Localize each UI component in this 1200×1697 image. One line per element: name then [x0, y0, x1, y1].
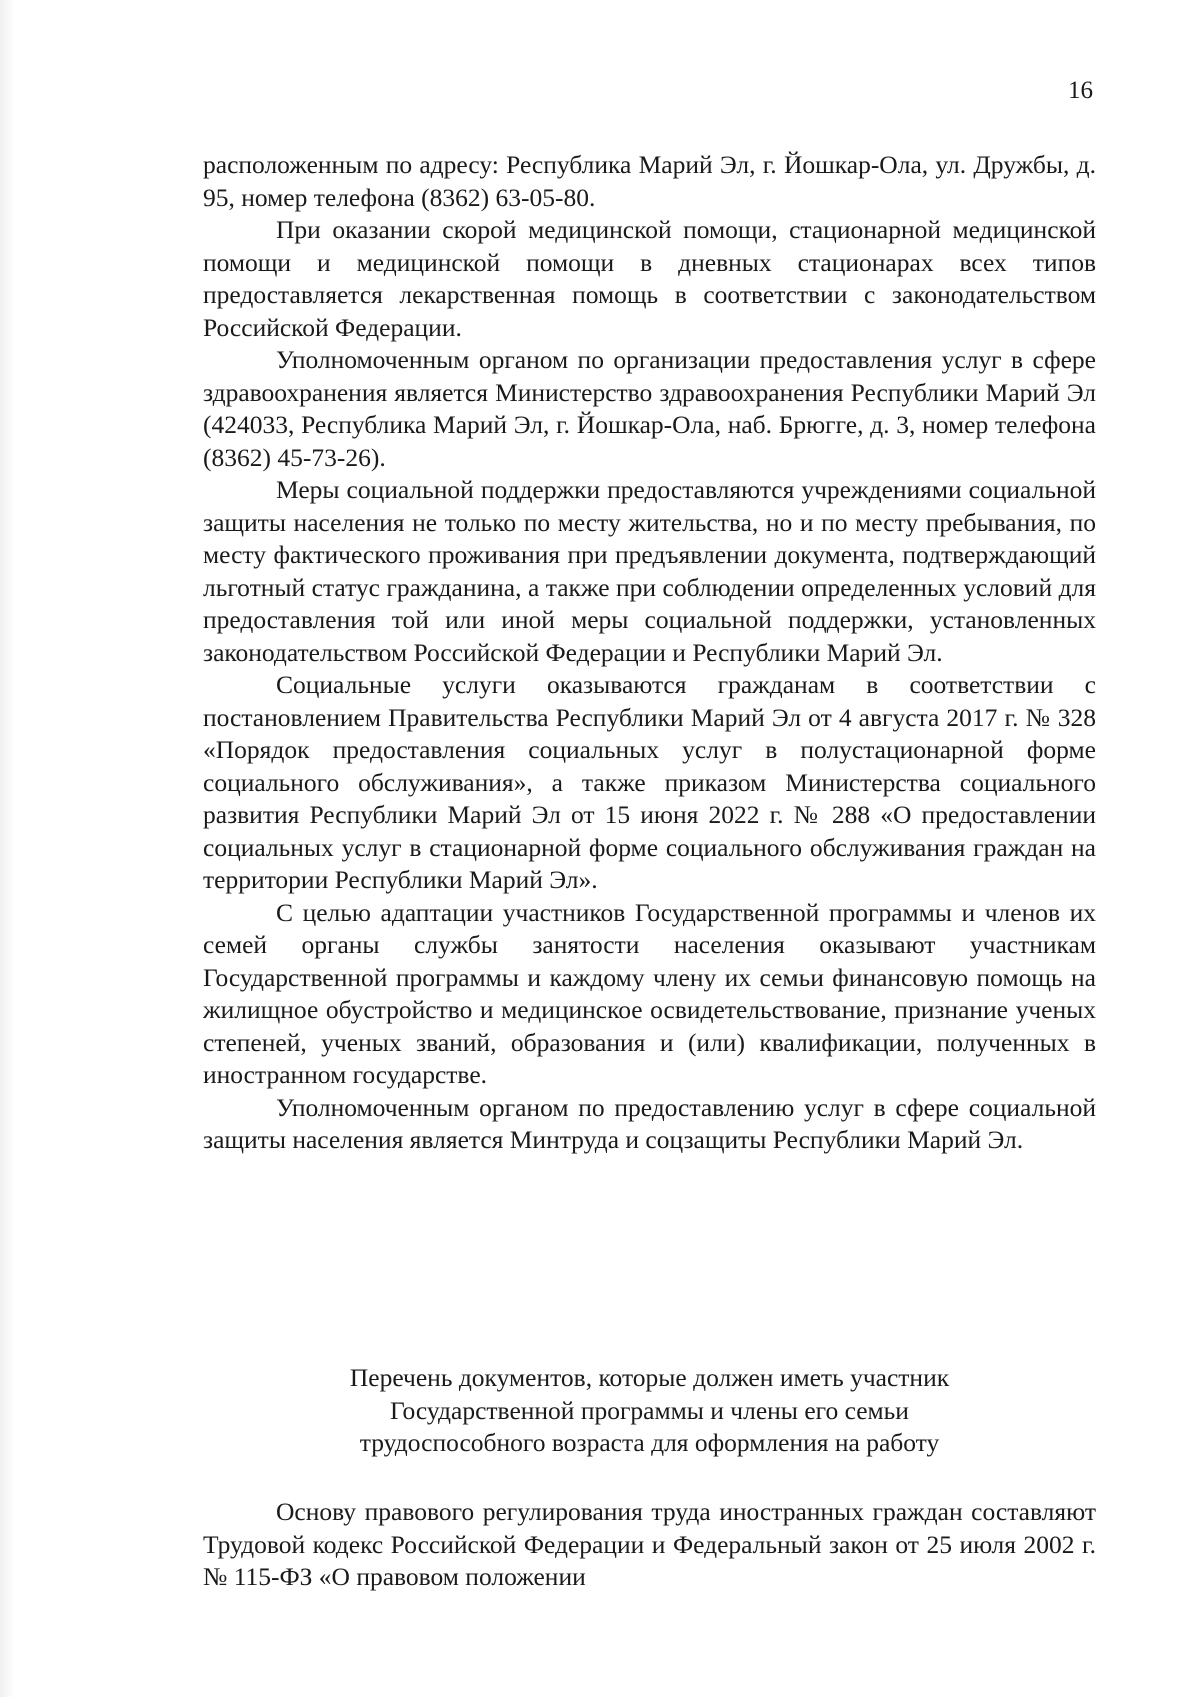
paragraph-address-continuation: расположенным по адресу: Республика Марий Эл, г. Йошкар-Ола, ул. Дружбы, д. 95, номер телефона (8362) 63-05-80.: [203, 150, 1096, 212]
section-heading-line: трудоспособного возраста для оформления на работу: [359, 1428, 940, 1457]
paragraph-social-services: Социальные услуги оказываются гражданам в соответствии с постановлением Правительства Республики Марий Эл от 4 августа 2017 г. № 328 «Порядок предоставления социальных услуг в полустационарной форме социального обслуживания», а также приказом Министерства социального развития Республики Марий Эл от 15 июня 2022 г. № 288 «О предоставлении социальных услуг в стационарной форме социального обслуживания граждан на территории Республики Марий Эл».: [203, 670, 1096, 894]
section-heading-line: Государственной программы и члены его семьи: [390, 1395, 909, 1425]
paragraph-adaptation-assistance: С целью адаптации участников Государственной программы и членов их семей органы службы занятости населения оказывают участникам Государственной программы и каждому члену их семьи финансовую помощь на жилищное обустройство и медицинское освидетельствование, признание ученых степеней, ученых званий, образования и (или) квалификации, полученных в иностранном государстве.: [203, 897, 1096, 1089]
scan-edge-shadow: [0, 0, 14, 1697]
paragraph-social-support: Меры социальной поддержки предоставляются учреждениями социальной защиты населения не только по месту жительства, но и по месту пребывания, по месту фактического проживания при предъявлении документа, подтверждающий льготный статус гражданина, а также при соблюдении определенных условий для предоставления той или иной меры социальной поддержки, установленных законодательством Российской Федерации и Республики Марий Эл.: [203, 475, 1096, 667]
paragraph-health-authority: Уполномоченным органом по организации предоставления услуг в сфере здравоохранения является Министерство здравоохранения Республики Марий Эл (424033, Республика Марий Эл, г. Йошкар-Ола, наб. Брюгге, д. 3, номер телефона (8362) 45-73-26).: [203, 345, 1096, 472]
body-text-lower: [203, 1496, 1096, 1594]
paragraph-social-protection-authority: Уполномоченным органом по предоставлению услуг в сфере социальной защиты населения является Минтруда и соцзащиты Республики Марий Эл.: [203, 1092, 1096, 1154]
body-text-upper: [203, 149, 1096, 1157]
page-number: 16: [1068, 77, 1093, 104]
section-heading-line: Перечень документов, которые должен иметь участник: [349, 1363, 950, 1392]
paragraph-labor-regulation: Основу правового регулирования труда иностранных граждан составляют Трудовой кодекс Российской Федерации и Федеральный закон от 25 июля 2002 г. № 115-ФЗ «О правовом положении: [203, 1497, 1096, 1591]
paragraph-medical-assistance: При оказании скорой медицинской помощи, стационарной медицинской помощи и медицинской помощи в дневных стационарах всех типов предоставляется лекарственная помощь в соответствии с законодательством Российской Федерации.: [203, 215, 1096, 342]
section-heading: [203, 1362, 1096, 1460]
